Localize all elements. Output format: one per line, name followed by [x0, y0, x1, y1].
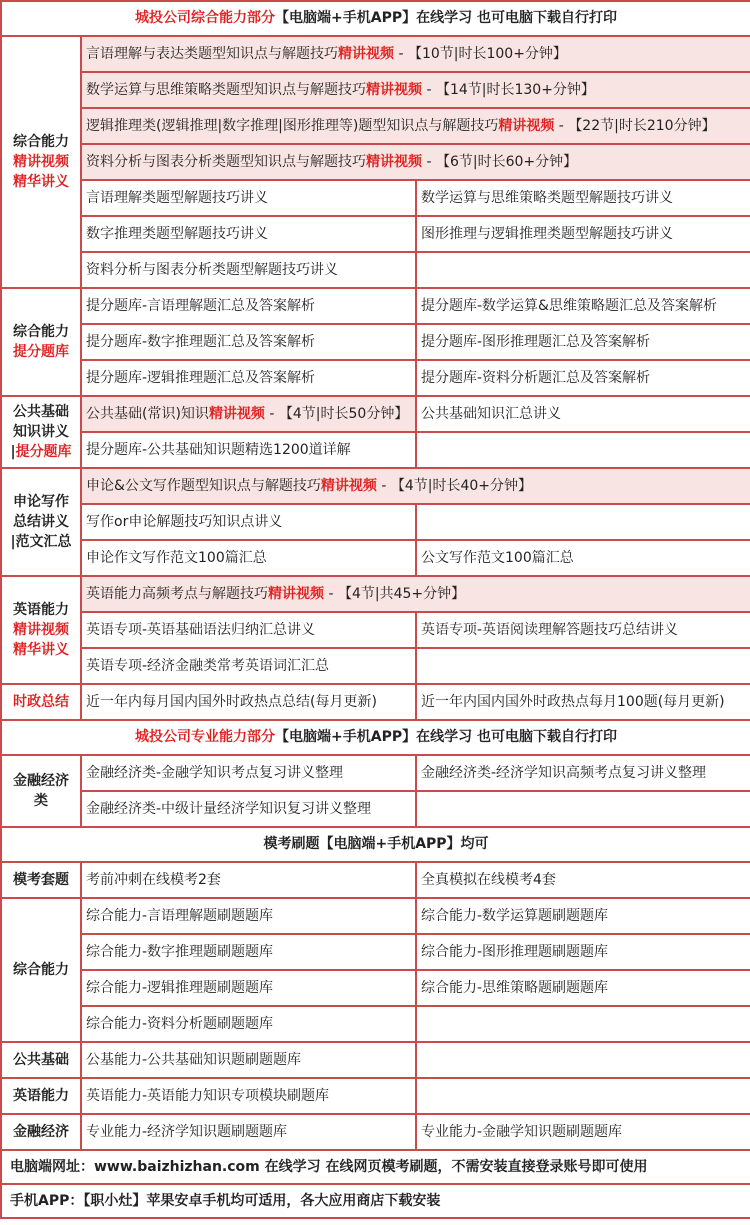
category-label — [1, 1042, 81, 1078]
category-line: 精讲视频 — [13, 154, 69, 170]
category-line: 公共基础 — [13, 404, 69, 420]
video-tag: 精讲视频 — [498, 117, 555, 134]
item-meta: - 【22节|时长210分钟】 — [554, 117, 716, 134]
category-line: 综合能力 — [13, 324, 69, 340]
header-highlight: 城投公司综合能力部分 — [135, 10, 276, 27]
item-title: 公共基础(常识)知识 — [86, 405, 209, 422]
category-line: 英语能力 — [13, 1088, 69, 1104]
list-item-left[interactable]: 申论作文写作范文100篇汇总 — [81, 540, 416, 576]
video-tag: 精讲视频 — [208, 405, 265, 422]
category-line: 综合能力 — [13, 134, 69, 150]
list-item-right[interactable]: 专业能力-金融学知识题刷题题库 — [416, 1114, 750, 1150]
video-course-item[interactable] — [81, 36, 750, 72]
list-item-left[interactable]: 综合能力-逻辑推理题刷题题库 — [81, 970, 416, 1006]
category-line: 精讲视频 — [13, 622, 69, 638]
item-meta: - 【4节|时长50分钟】 — [264, 405, 409, 422]
table-row — [1, 612, 750, 648]
list-item-left[interactable]: 近一年内每月国内国外时政热点总结(每月更新) — [81, 684, 416, 720]
footer-website: 电脑端网址：www.baizhizhan.com 在线学习 在线网页模考刷题，不需安装直接登录账号即可使用 — [1, 1150, 750, 1184]
footer-app: 手机APP：【职小灶】苹果安卓手机均可适用，各大应用商店下载安装 — [1, 1184, 750, 1218]
list-item-left[interactable]: 综合能力-言语理解题刷题题库 — [81, 898, 416, 934]
category-line: 申论写作 — [13, 494, 69, 510]
section1-header — [1, 1, 750, 36]
table-row — [1, 72, 750, 108]
category-line: 模考套题 — [13, 872, 69, 888]
empty-cell — [416, 1006, 750, 1042]
category-line: 类 — [34, 793, 48, 809]
section3-header — [1, 827, 750, 862]
table-row — [1, 252, 750, 288]
section2-header — [1, 720, 750, 755]
video-tag: 精讲视频 — [366, 153, 422, 170]
category-line: 总结讲义 — [13, 514, 69, 530]
table-row — [1, 755, 750, 791]
table-row — [1, 540, 750, 576]
table-row — [1, 396, 750, 432]
list-item-left[interactable]: 考前冲刺在线模考2套 — [81, 862, 416, 898]
item-meta: - 【6节|时长60+分钟】 — [422, 153, 578, 170]
list-item-right[interactable]: 金融经济类-经济学知识高频考点复习讲义整理 — [416, 755, 750, 791]
list-item-left[interactable]: 金融经济类-中级计量经济学知识复习讲义整理 — [81, 791, 416, 827]
table-row — [1, 504, 750, 540]
category-line: 精华讲义 — [13, 642, 69, 658]
video-course-item[interactable] — [81, 468, 750, 504]
category-label — [1, 862, 81, 898]
list-item-left[interactable]: 提分题库-公共基础知识题精选1200道详解 — [81, 432, 416, 468]
list-item-right[interactable]: 英语专项-英语阅读理解答题技巧总结讲义 — [416, 612, 750, 648]
list-item-left[interactable]: 英语专项-经济金融类常考英语词汇汇总 — [81, 648, 416, 684]
table-row — [1, 791, 750, 827]
section2-header-row — [1, 720, 750, 755]
video-tag: 精讲视频 — [268, 585, 324, 602]
list-item-left[interactable]: 综合能力-资料分析题刷题题库 — [81, 1006, 416, 1042]
empty-cell — [416, 648, 750, 684]
video-course-item[interactable] — [81, 108, 750, 144]
list-item-right[interactable]: 公共基础知识汇总讲义 — [416, 396, 750, 432]
list-item-left[interactable]: 提分题库-数字推理题汇总及答案解析 — [81, 324, 416, 360]
table-row — [1, 108, 750, 144]
table-row — [1, 180, 750, 216]
list-item-right[interactable]: 数学运算与思维策略类题型解题技巧讲义 — [416, 180, 750, 216]
video-tag: 精讲视频 — [320, 477, 377, 494]
category-label — [1, 288, 81, 396]
list-item-right[interactable]: 综合能力-图形推理题刷题题库 — [416, 934, 750, 970]
item-title: 言语理解与表达类题型知识点与解题技巧 — [86, 45, 338, 62]
category-line: 公共基础 — [13, 1052, 69, 1068]
list-item-right[interactable]: 提分题库-图形推理题汇总及答案解析 — [416, 324, 750, 360]
list-item-right[interactable]: 图形推理与逻辑推理类题型解题技巧讲义 — [416, 216, 750, 252]
list-item-right[interactable]: 综合能力-思维策略题刷题题库 — [416, 970, 750, 1006]
table-row — [1, 934, 750, 970]
table-row — [1, 36, 750, 72]
table-row — [1, 576, 750, 612]
list-item-left[interactable]: 综合能力-数字推理题刷题题库 — [81, 934, 416, 970]
table-row — [1, 684, 750, 720]
table-row — [1, 1078, 750, 1114]
item-meta: - 【10节|时长100+分钟】 — [394, 45, 567, 62]
video-tag: 精讲视频 — [338, 45, 394, 62]
category-label — [1, 684, 81, 720]
section1-header-row — [1, 1, 750, 36]
list-item-left[interactable]: 写作or申论解题技巧知识点讲义 — [81, 504, 416, 540]
item-title: 申论&公文写作题型知识点与解题技巧 — [86, 477, 321, 494]
list-item-right[interactable]: 公文写作范文100篇汇总 — [416, 540, 750, 576]
header-highlight: 城投公司专业能力部分 — [135, 729, 276, 746]
section3-header-row — [1, 827, 750, 862]
list-item-left[interactable]: 资料分析与图表分析类题型解题技巧讲义 — [81, 252, 416, 288]
empty-cell — [416, 504, 750, 540]
table-row — [1, 324, 750, 360]
list-item-left[interactable]: 提分题库-言语理解题汇总及答案解析 — [81, 288, 416, 324]
table-row — [1, 144, 750, 180]
item-title: 逻辑推理类(逻辑推理|数字推理|图形推理等)题型知识点与解题技巧 — [86, 117, 499, 134]
list-item-left[interactable]: 提分题库-逻辑推理题汇总及答案解析 — [81, 360, 416, 396]
item-meta: - 【4节|时长40+分钟】 — [376, 477, 533, 494]
header-text: 模考刷题【电脑端+手机APP】均可 — [263, 836, 489, 853]
category-line: 时政总结 — [13, 694, 69, 710]
list-item-left[interactable]: 专业能力-经济学知识题刷题题库 — [81, 1114, 416, 1150]
list-item-right[interactable]: 近一年内国内国外时政热点每月100题(每月更新) — [416, 684, 750, 720]
table-row — [1, 468, 750, 504]
video-tag: 精讲视频 — [366, 81, 422, 98]
list-item-left[interactable]: 金融经济类-金融学知识考点复习讲义整理 — [81, 755, 416, 791]
category-line: 知识讲义 — [13, 424, 69, 440]
list-item-right[interactable]: 综合能力-数学运算题刷题题库 — [416, 898, 750, 934]
header-text: 【电脑端+手机APP】在线学习 也可电脑下载自行打印 — [275, 729, 617, 746]
category-label — [1, 755, 81, 827]
category-label — [1, 396, 81, 468]
category-line: 英语能力 — [13, 602, 69, 618]
item-title: 数学运算与思维策略类题型知识点与解题技巧 — [86, 81, 366, 98]
table-row — [1, 898, 750, 934]
category-label — [1, 36, 81, 288]
footer-row — [1, 1184, 750, 1218]
list-item-left[interactable] — [81, 396, 416, 432]
category-label — [1, 1114, 81, 1150]
empty-cell — [416, 1042, 750, 1078]
list-item-right[interactable]: 提分题库-资料分析题汇总及答案解析 — [416, 360, 750, 396]
empty-cell — [416, 1078, 750, 1114]
item-meta: - 【14节|时长130+分钟】 — [422, 81, 595, 98]
table-row — [1, 288, 750, 324]
list-item-left[interactable]: 英语能力-英语能力知识专项模块刷题库 — [81, 1078, 416, 1114]
category-line: 金融经济 — [13, 1124, 69, 1140]
table-row — [1, 360, 750, 396]
table-row — [1, 970, 750, 1006]
category-text: | — [10, 444, 16, 460]
list-item-left[interactable]: 英语专项-英语基础语法归纳汇总讲义 — [81, 612, 416, 648]
table-row — [1, 1042, 750, 1078]
video-course-item[interactable] — [81, 144, 750, 180]
list-item-left[interactable]: 言语理解类题型解题技巧讲义 — [81, 180, 416, 216]
category-label — [1, 468, 81, 576]
header-text: 【电脑端+手机APP】在线学习 也可电脑下载自行打印 — [275, 10, 617, 27]
table-row — [1, 1006, 750, 1042]
footer-row — [1, 1150, 750, 1184]
category-line: 提分题库 — [13, 344, 69, 360]
category-line: 综合能力 — [13, 962, 69, 978]
video-course-item[interactable] — [81, 576, 750, 612]
category-label — [1, 576, 81, 684]
table-row — [1, 1114, 750, 1150]
item-title: 资料分析与图表分析类题型知识点与解题技巧 — [86, 153, 366, 170]
table-row — [1, 862, 750, 898]
item-meta: - 【4节|共45+分钟】 — [324, 585, 466, 602]
list-item-left[interactable]: 数字推理类题型解题技巧讲义 — [81, 216, 416, 252]
item-title: 英语能力高频考点与解题技巧 — [86, 585, 268, 602]
empty-cell — [416, 432, 750, 468]
list-item-right[interactable]: 提分题库-数学运算&思维策略题汇总及答案解析 — [416, 288, 750, 324]
table-row — [1, 216, 750, 252]
empty-cell — [416, 252, 750, 288]
category-text: 提分题库 — [15, 444, 72, 460]
table-row — [1, 648, 750, 684]
category-label — [1, 1078, 81, 1114]
list-item-right[interactable]: 全真模拟在线模考4套 — [416, 862, 750, 898]
category-line — [2, 442, 80, 462]
category-line: |范文汇总 — [10, 534, 72, 550]
category-line: 精华讲义 — [13, 174, 69, 190]
table-row — [1, 432, 750, 468]
video-course-item[interactable] — [81, 72, 750, 108]
category-label — [1, 898, 81, 1042]
list-item-left[interactable]: 公基能力-公共基础知识题刷题题库 — [81, 1042, 416, 1078]
empty-cell — [416, 791, 750, 827]
category-line: 金融经济 — [13, 773, 69, 789]
